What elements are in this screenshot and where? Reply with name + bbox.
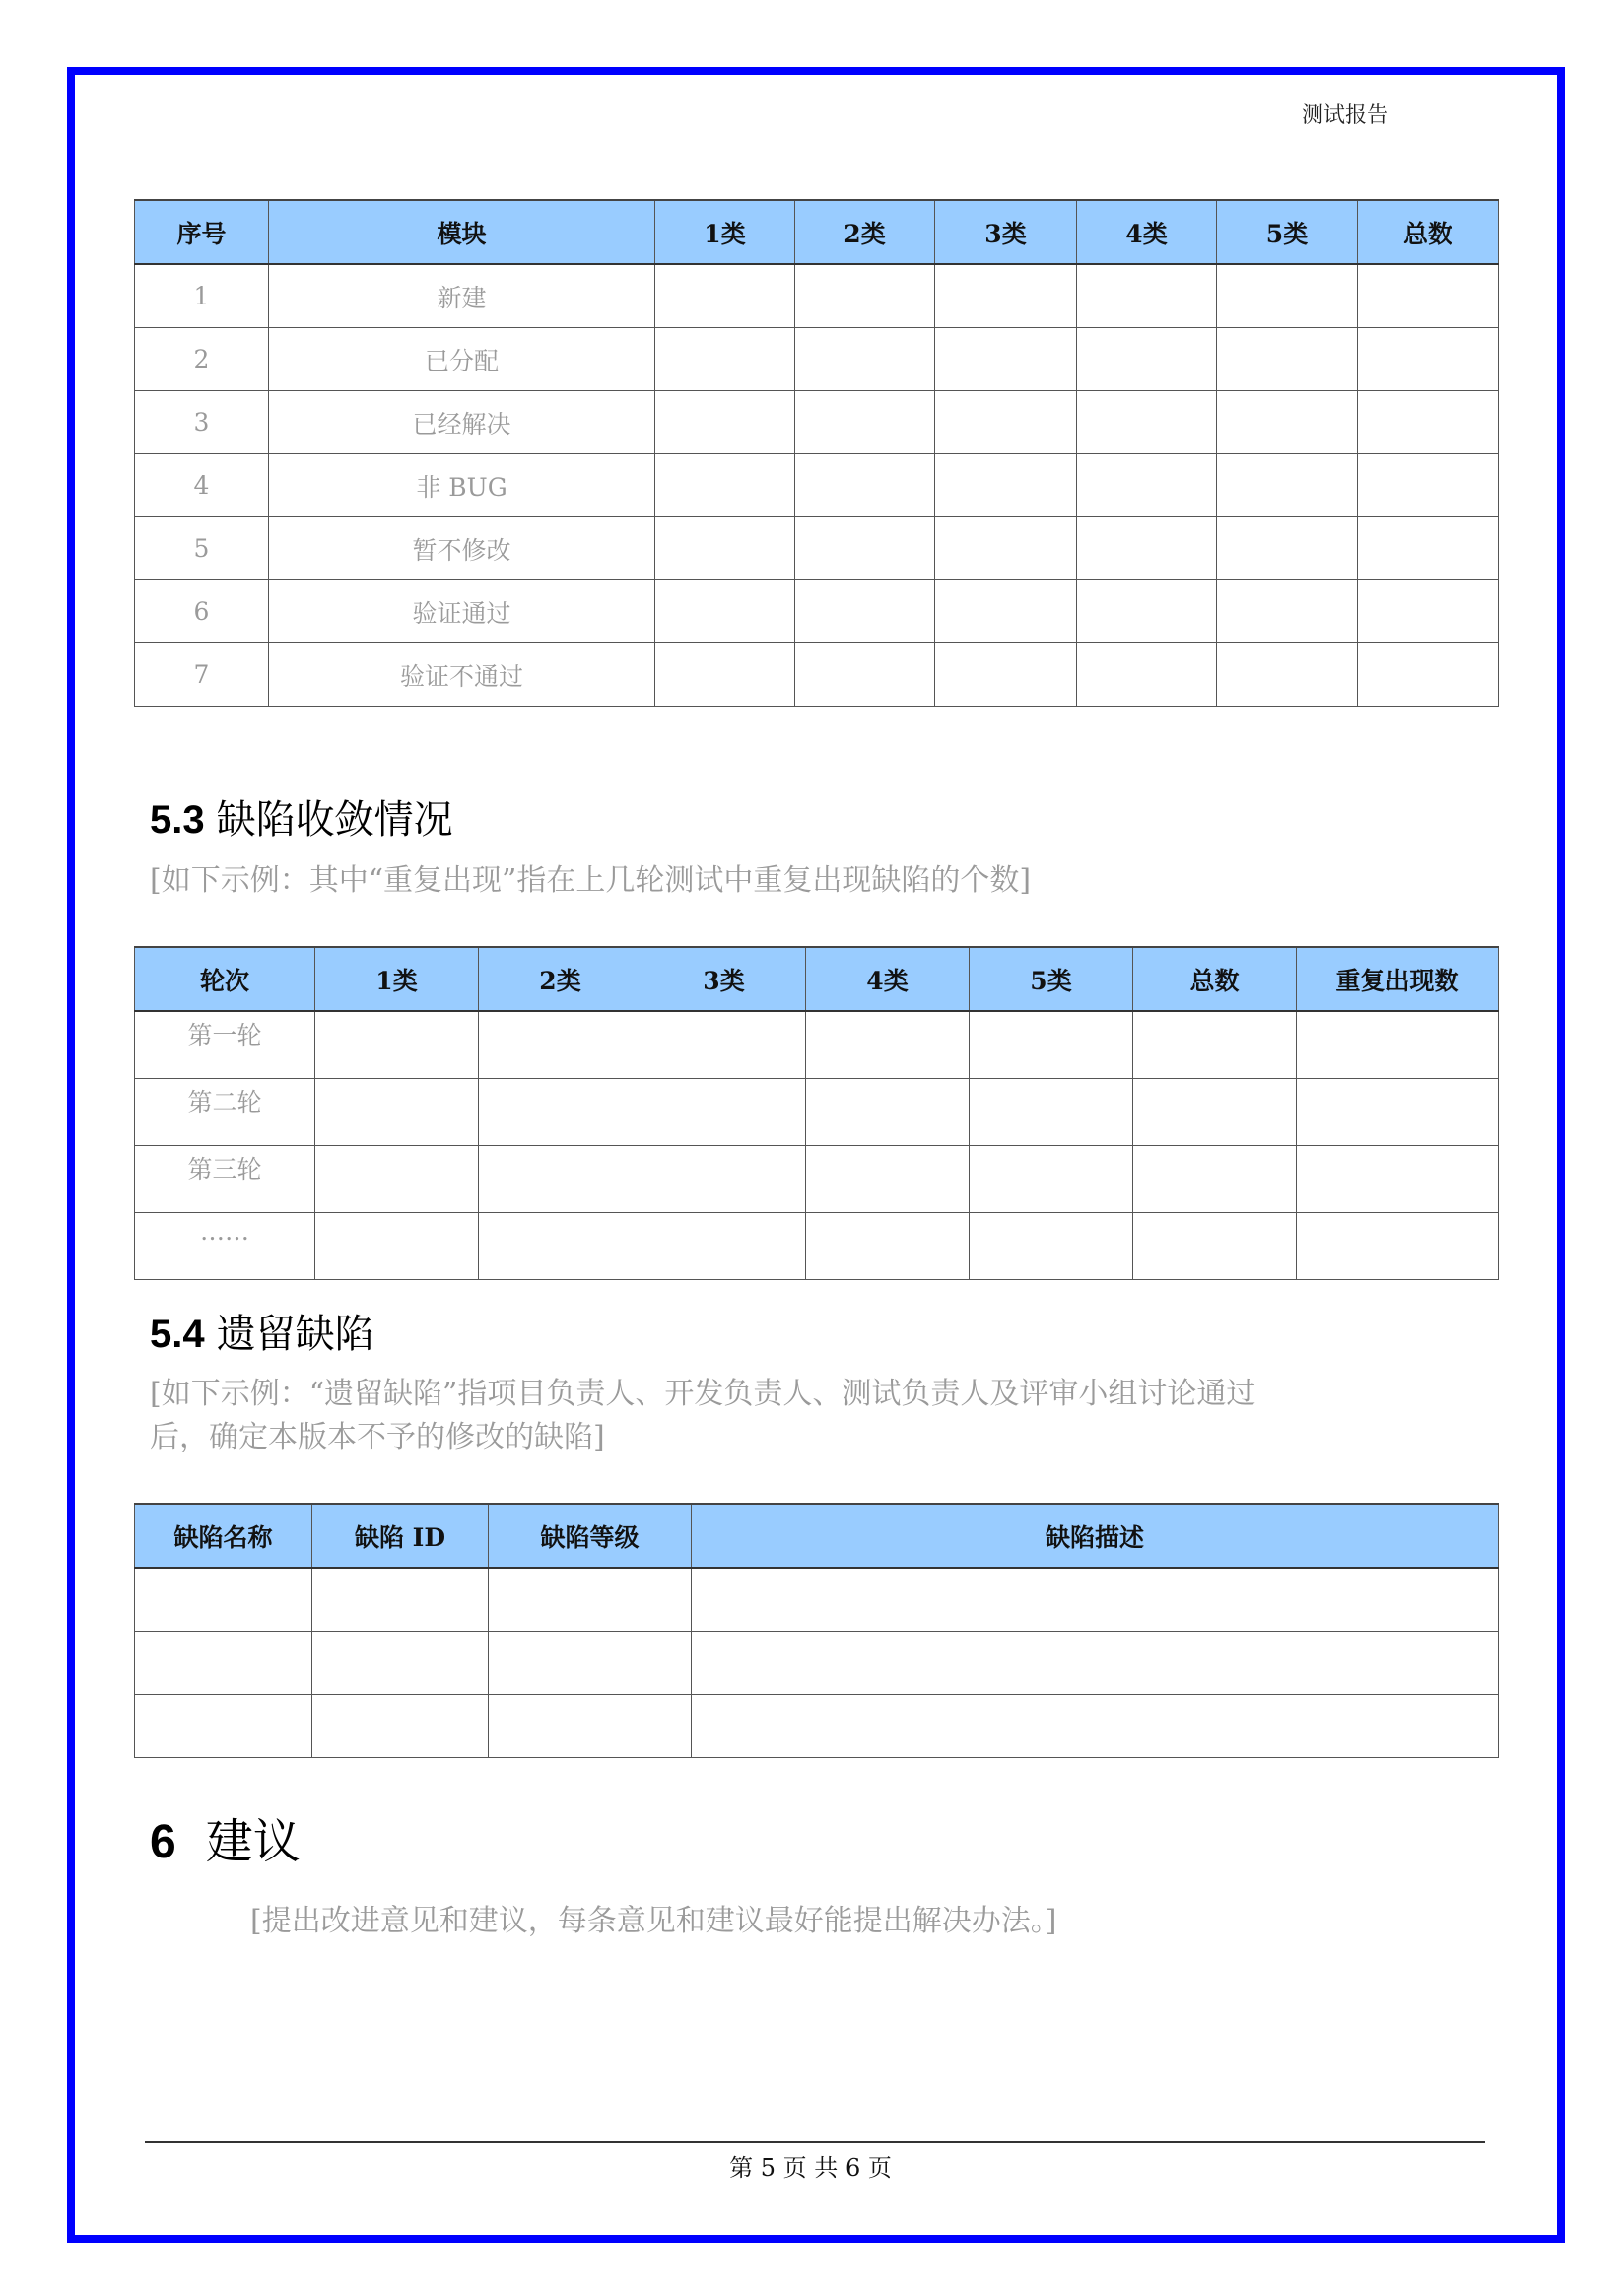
column-header: 5类 <box>1217 200 1358 264</box>
table-cell[interactable] <box>1358 328 1499 391</box>
table-cell[interactable] <box>1077 328 1217 391</box>
table-cell[interactable] <box>642 1213 806 1280</box>
table-row <box>135 328 1499 391</box>
table-cell[interactable] <box>315 1213 479 1280</box>
table-cell[interactable] <box>1217 264 1358 328</box>
table-row <box>135 1568 1499 1632</box>
table-row <box>135 580 1499 643</box>
column-header: 缺陷名称 <box>135 1504 312 1568</box>
section-heading-6 <box>150 1803 301 1871</box>
table-row <box>135 1695 1499 1758</box>
table-cell[interactable] <box>1217 328 1358 391</box>
table-cell[interactable] <box>1133 1146 1297 1213</box>
column-header: 3类 <box>642 947 806 1011</box>
table-cell[interactable] <box>489 1568 692 1632</box>
table-cell: 第二轮 <box>135 1079 315 1146</box>
table-cell[interactable] <box>1358 517 1499 580</box>
table-cell[interactable] <box>935 517 1077 580</box>
table-cell[interactable] <box>655 454 795 517</box>
table-header-row <box>135 947 1499 1011</box>
table-cell[interactable] <box>655 328 795 391</box>
table-cell[interactable] <box>970 1213 1133 1280</box>
table-row <box>135 454 1499 517</box>
table-cell[interactable] <box>970 1079 1133 1146</box>
table-cell[interactable] <box>489 1695 692 1758</box>
table-row <box>135 1632 1499 1695</box>
column-header: 缺陷描述 <box>692 1504 1499 1568</box>
table-cell[interactable] <box>1217 643 1358 707</box>
table-cell[interactable] <box>1358 391 1499 454</box>
table-row <box>135 391 1499 454</box>
column-header: 2类 <box>479 947 642 1011</box>
table-row <box>135 1213 1499 1280</box>
table-cell[interactable] <box>1077 264 1217 328</box>
section-title: 缺陷收敛情况 <box>216 797 453 843</box>
running-header: 测试报告 <box>1301 103 1388 128</box>
table-cell: 验证通过 <box>269 580 655 643</box>
table-cell[interactable] <box>1217 580 1358 643</box>
table-cell[interactable] <box>1297 1213 1499 1280</box>
table-cell[interactable] <box>655 580 795 643</box>
table-cell[interactable] <box>135 1632 312 1695</box>
table-cell: …… <box>135 1213 315 1280</box>
table-cell[interactable] <box>795 643 935 707</box>
table-cell[interactable] <box>312 1568 489 1632</box>
table-cell[interactable] <box>655 643 795 707</box>
table-cell[interactable] <box>1077 643 1217 707</box>
table-cell[interactable] <box>935 328 1077 391</box>
table-cell[interactable] <box>1077 454 1217 517</box>
table-cell[interactable] <box>692 1695 1499 1758</box>
section-note-line-1: [如下示例：“遗留缺陷”指项目负责人、开发负责人、测试负责人及评审小组讨论通过 <box>150 1377 1256 1411</box>
table-cell[interactable] <box>312 1632 489 1695</box>
table-cell[interactable] <box>1217 391 1358 454</box>
table-cell: 已经解决 <box>269 391 655 454</box>
table-cell[interactable] <box>795 391 935 454</box>
table-cell: 第一轮 <box>135 1011 315 1079</box>
table-row <box>135 264 1499 328</box>
column-header: 4类 <box>1077 200 1217 264</box>
column-header: 缺陷等级 <box>489 1504 692 1568</box>
section-title: 建议 <box>205 1814 301 1869</box>
column-header: 1类 <box>655 200 795 264</box>
table-cell[interactable] <box>642 1079 806 1146</box>
defect-convergence-table <box>134 946 1499 1280</box>
section-note: [如下示例：其中“重复出现”指在上几轮测试中重复出现缺陷的个数] <box>150 863 1032 898</box>
table-cell[interactable] <box>795 517 935 580</box>
column-header: 3类 <box>935 200 1077 264</box>
table-cell[interactable] <box>1358 264 1499 328</box>
table-cell[interactable] <box>1217 517 1358 580</box>
table-row <box>135 1146 1499 1213</box>
table-cell[interactable] <box>935 391 1077 454</box>
table-cell[interactable] <box>479 1011 642 1079</box>
table-cell[interactable] <box>1077 517 1217 580</box>
table-cell: 验证不通过 <box>269 643 655 707</box>
table-cell[interactable] <box>1358 643 1499 707</box>
column-header: 1类 <box>315 947 479 1011</box>
table-cell[interactable] <box>1077 391 1217 454</box>
table-cell[interactable] <box>315 1011 479 1079</box>
table-cell[interactable] <box>315 1146 479 1213</box>
table-cell[interactable] <box>1133 1079 1297 1146</box>
table-cell: 4 <box>135 454 269 517</box>
column-header: 重复出现数 <box>1297 947 1499 1011</box>
table-header-row <box>135 1504 1499 1568</box>
page-number: 第 5 页 共 6 页 <box>729 2154 892 2182</box>
table-header-row <box>135 200 1499 264</box>
table-cell: 1 <box>135 264 269 328</box>
column-header: 序号 <box>135 200 269 264</box>
table-cell[interactable] <box>642 1146 806 1213</box>
table-cell[interactable] <box>135 1695 312 1758</box>
table-cell[interactable] <box>935 580 1077 643</box>
column-header: 2类 <box>795 200 935 264</box>
table-cell: 暂不修改 <box>269 517 655 580</box>
section-title: 遗留缺陷 <box>216 1312 374 1357</box>
column-header: 轮次 <box>135 947 315 1011</box>
table-cell[interactable] <box>795 264 935 328</box>
table-cell[interactable] <box>1358 580 1499 643</box>
table-cell[interactable] <box>1217 454 1358 517</box>
table-cell[interactable] <box>655 264 795 328</box>
table-cell: 3 <box>135 391 269 454</box>
table-cell: 5 <box>135 517 269 580</box>
table-cell[interactable] <box>1297 1011 1499 1079</box>
table-cell[interactable] <box>1133 1213 1297 1280</box>
table-cell[interactable] <box>1077 580 1217 643</box>
table-cell[interactable] <box>479 1146 642 1213</box>
table-cell[interactable] <box>935 264 1077 328</box>
table-cell: 已分配 <box>269 328 655 391</box>
table-cell[interactable] <box>692 1632 1499 1695</box>
column-header: 缺陷 ID <box>312 1504 489 1568</box>
table-cell[interactable] <box>1297 1079 1499 1146</box>
table-cell[interactable] <box>489 1632 692 1695</box>
column-header: 5类 <box>970 947 1133 1011</box>
section-number: 5.4 <box>150 1313 205 1356</box>
table-cell: 6 <box>135 580 269 643</box>
table-cell[interactable] <box>970 1011 1133 1079</box>
table-cell: 非 BUG <box>269 454 655 517</box>
table-cell[interactable] <box>970 1146 1133 1213</box>
table-cell: 7 <box>135 643 269 707</box>
section-heading-5-4 <box>150 1303 374 1359</box>
defect-status-table <box>134 199 1499 707</box>
remaining-defects-table <box>134 1503 1499 1758</box>
table-cell[interactable] <box>795 580 935 643</box>
section-number: 5.3 <box>150 798 205 842</box>
table-row <box>135 1079 1499 1146</box>
table-cell: 第三轮 <box>135 1146 315 1213</box>
table-cell[interactable] <box>692 1568 1499 1632</box>
table-cell[interactable] <box>135 1568 312 1632</box>
table-row <box>135 517 1499 580</box>
table-cell[interactable] <box>795 328 935 391</box>
table-cell[interactable] <box>479 1079 642 1146</box>
table-cell[interactable] <box>655 517 795 580</box>
table-cell[interactable] <box>1297 1146 1499 1213</box>
section-note-line-2: 后，确定本版本不予的修改的缺陷] <box>150 1420 605 1454</box>
table-cell[interactable] <box>1133 1011 1297 1079</box>
table-cell[interactable] <box>315 1079 479 1146</box>
table-cell[interactable] <box>806 1079 970 1146</box>
table-cell[interactable] <box>806 1011 970 1079</box>
table-row <box>135 643 1499 707</box>
column-header: 总数 <box>1358 200 1499 264</box>
table-cell: 2 <box>135 328 269 391</box>
table-cell[interactable] <box>806 1213 970 1280</box>
table-cell[interactable] <box>806 1146 970 1213</box>
table-cell[interactable] <box>655 391 795 454</box>
section-note: [提出改进意见和建议，每条意见和建议最好能提出解决办法。] <box>250 1904 1057 1938</box>
table-cell[interactable] <box>642 1011 806 1079</box>
table-cell[interactable] <box>312 1695 489 1758</box>
table-cell[interactable] <box>935 643 1077 707</box>
column-header: 模块 <box>269 200 655 264</box>
column-header: 4类 <box>806 947 970 1011</box>
section-number: 6 <box>150 1816 176 1868</box>
section-heading-5-3 <box>150 788 453 844</box>
table-row <box>135 1011 1499 1079</box>
column-header: 总数 <box>1133 947 1297 1011</box>
table-cell: 新建 <box>269 264 655 328</box>
table-cell[interactable] <box>935 454 1077 517</box>
table-cell[interactable] <box>1358 454 1499 517</box>
footer-divider <box>145 2141 1485 2143</box>
table-cell[interactable] <box>479 1213 642 1280</box>
table-cell[interactable] <box>795 454 935 517</box>
